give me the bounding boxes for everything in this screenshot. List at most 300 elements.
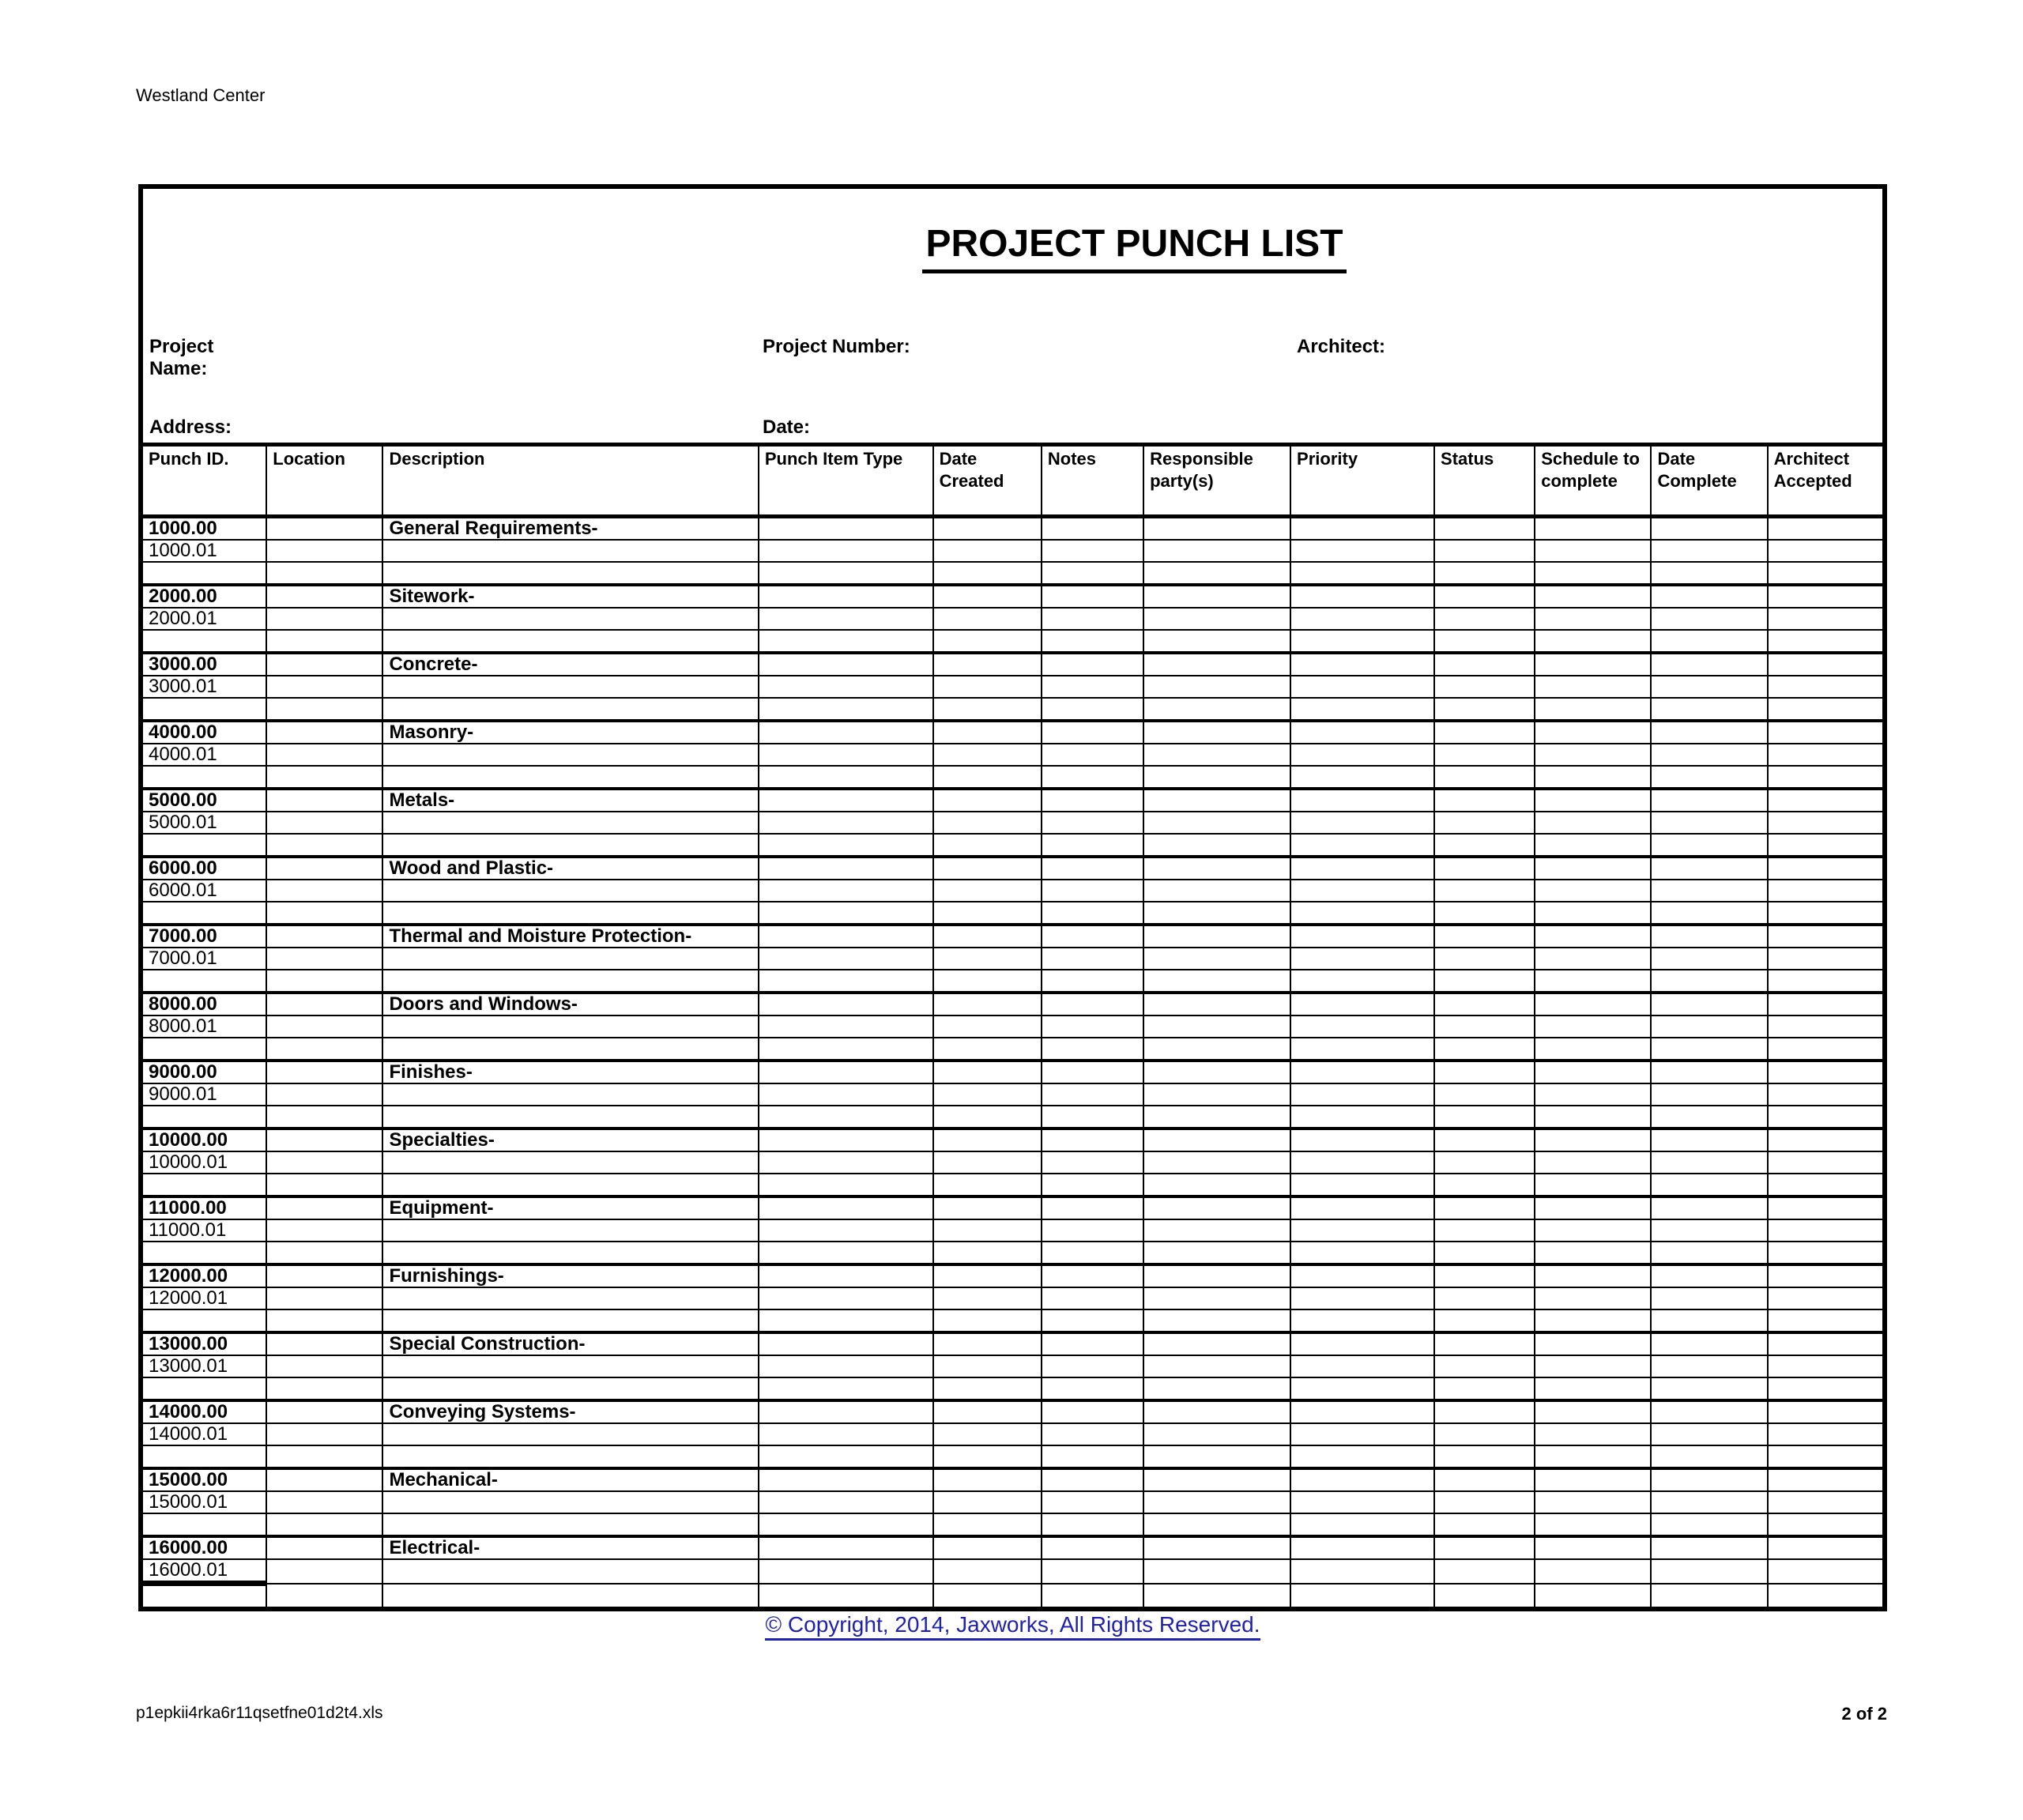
table-cell — [1434, 630, 1535, 653]
table-cell — [1651, 766, 1767, 789]
punch-id-cell: 13000.00 — [143, 1332, 266, 1355]
table-cell — [1651, 1287, 1767, 1309]
column-header-6: Notes — [1042, 445, 1143, 517]
table-cell — [266, 540, 382, 562]
table-cell — [266, 1491, 382, 1513]
table-cell — [1143, 1174, 1290, 1196]
table-cell — [266, 993, 382, 1016]
punch-id-cell: 9000.00 — [143, 1061, 266, 1083]
table-cell — [933, 1536, 1042, 1559]
table-cell — [1768, 925, 1882, 948]
table-cell — [1290, 1264, 1434, 1287]
table-cell — [266, 630, 382, 653]
table-cell — [1290, 970, 1434, 993]
table-cell — [382, 1309, 758, 1332]
table-cell — [1434, 1264, 1535, 1287]
table-cell — [1042, 993, 1143, 1016]
table-cell — [266, 608, 382, 630]
table-cell — [1434, 1129, 1535, 1151]
table-cell — [1768, 1559, 1882, 1584]
table-cell — [759, 1400, 933, 1423]
table-cell — [1434, 1106, 1535, 1129]
punch-list-form — [138, 184, 1887, 1611]
table-cell — [266, 1083, 382, 1106]
table-cell — [1535, 1400, 1651, 1423]
table-cell — [1290, 1061, 1434, 1083]
punch-id-cell: 16000.00 — [143, 1536, 266, 1559]
description-cell: Conveying Systems- — [382, 1400, 758, 1423]
table-cell — [1434, 880, 1535, 902]
description-cell: Doors and Windows- — [382, 993, 758, 1016]
description-cell: Special Construction- — [382, 1332, 758, 1355]
table-cell — [933, 812, 1042, 834]
table-cell — [759, 1491, 933, 1513]
table-cell — [1434, 540, 1535, 562]
table-cell — [1651, 1061, 1767, 1083]
table-cell — [1651, 1174, 1767, 1196]
table-cell — [1290, 834, 1434, 857]
table-cell — [1143, 1016, 1290, 1038]
table-cell — [933, 1559, 1042, 1584]
footer-filename: p1epkii4rka6r11qsetfne01d2t4.xls — [136, 1704, 383, 1722]
table-cell — [1434, 1491, 1535, 1513]
table-cell — [266, 948, 382, 970]
table-cell — [1042, 1584, 1143, 1607]
table-cell — [1768, 834, 1882, 857]
table-cell — [759, 1468, 933, 1491]
table-cell — [1290, 1196, 1434, 1219]
table-cell — [1535, 880, 1651, 902]
table-cell — [1434, 857, 1535, 880]
table-cell — [933, 1423, 1042, 1445]
table-cell — [1535, 517, 1651, 541]
table-cell — [1290, 766, 1434, 789]
table-cell — [1434, 1400, 1535, 1423]
table-cell — [1434, 1016, 1535, 1038]
table-cell — [1042, 1151, 1143, 1174]
table-cell — [1290, 993, 1434, 1016]
table-cell — [266, 1513, 382, 1536]
table-cell — [1768, 1332, 1882, 1355]
table-cell — [1290, 812, 1434, 834]
copyright-line — [138, 1612, 1887, 1637]
description-cell: Finishes- — [382, 1061, 758, 1083]
table-cell — [1143, 1491, 1290, 1513]
table-cell — [1434, 789, 1535, 812]
table-cell — [1768, 585, 1882, 608]
table-cell — [759, 653, 933, 676]
table-cell — [1434, 698, 1535, 721]
table-cell — [1434, 948, 1535, 970]
table-cell — [933, 1038, 1042, 1061]
table-cell — [1143, 1355, 1290, 1377]
table-cell — [266, 1536, 382, 1559]
table-cell — [1651, 1491, 1767, 1513]
table-cell — [382, 1355, 758, 1377]
group-row-5000.00 — [143, 789, 1882, 812]
table-cell — [1768, 1242, 1882, 1264]
table-cell — [1768, 1536, 1882, 1559]
column-header-2: Location — [266, 445, 382, 517]
table-cell — [933, 1309, 1042, 1332]
item-row-12000.01 — [143, 1287, 1882, 1309]
punch-list-table — [143, 443, 1882, 1607]
table-cell — [933, 585, 1042, 608]
table-cell — [1290, 630, 1434, 653]
table-cell — [143, 1309, 266, 1332]
blank-row — [143, 1106, 1882, 1129]
item-row-2000.01 — [143, 608, 1882, 630]
table-cell — [1290, 721, 1434, 744]
table-cell — [1143, 1106, 1290, 1129]
table-cell — [1768, 993, 1882, 1016]
table-cell — [759, 1309, 933, 1332]
group-row-16000.00 — [143, 1536, 1882, 1559]
table-cell — [1768, 1513, 1882, 1536]
table-cell — [1042, 1536, 1143, 1559]
table-cell — [1651, 1377, 1767, 1400]
table-cell — [382, 1559, 758, 1584]
page-title: PROJECT PUNCH LIST — [922, 222, 1346, 273]
table-cell — [266, 1106, 382, 1129]
table-cell — [1535, 1536, 1651, 1559]
table-cell — [759, 1513, 933, 1536]
table-cell — [1143, 1083, 1290, 1106]
item-row-4000.01 — [143, 744, 1882, 766]
table-cell — [143, 1106, 266, 1129]
table-cell — [382, 608, 758, 630]
table-cell — [1143, 721, 1290, 744]
table-cell — [1143, 1038, 1290, 1061]
table-cell — [1143, 1584, 1290, 1607]
table-cell — [1535, 653, 1651, 676]
table-cell — [1290, 540, 1434, 562]
table-cell — [1768, 1038, 1882, 1061]
table-cell — [1768, 1423, 1882, 1445]
table-cell — [1434, 1287, 1535, 1309]
table-cell — [933, 766, 1042, 789]
table-cell — [1651, 1400, 1767, 1423]
table-cell — [1535, 1106, 1651, 1129]
table-cell — [759, 585, 933, 608]
table-cell — [759, 1151, 933, 1174]
punch-id-cell: 6000.01 — [143, 880, 266, 902]
group-row-9000.00 — [143, 1061, 1882, 1083]
table-cell — [1535, 1423, 1651, 1445]
table-cell — [1768, 1219, 1882, 1242]
table-cell — [382, 676, 758, 698]
table-cell — [1434, 925, 1535, 948]
description-cell: Sitework- — [382, 585, 758, 608]
table-cell — [759, 608, 933, 630]
table-cell — [1143, 562, 1290, 585]
table-cell — [266, 1584, 382, 1607]
table-cell — [1535, 1468, 1651, 1491]
table-cell — [1535, 585, 1651, 608]
blank-row — [143, 766, 1882, 789]
table-cell — [933, 744, 1042, 766]
table-cell — [1651, 517, 1767, 541]
copyright-link[interactable]: © Copyright, 2014, Jaxworks, All Rights Reserved. — [765, 1612, 1260, 1641]
table-cell — [933, 1400, 1042, 1423]
blank-row — [143, 1445, 1882, 1468]
table-cell — [382, 1242, 758, 1264]
table-cell — [1651, 834, 1767, 857]
table-cell — [1434, 721, 1535, 744]
table-cell — [1143, 1423, 1290, 1445]
punch-id-cell: 7000.01 — [143, 948, 266, 970]
table-cell — [1651, 1196, 1767, 1219]
punch-id-cell: 10000.00 — [143, 1129, 266, 1151]
table-cell — [1535, 857, 1651, 880]
table-cell — [1042, 1332, 1143, 1355]
table-cell — [1651, 608, 1767, 630]
table-cell — [1768, 1309, 1882, 1332]
table-cell — [143, 1513, 266, 1536]
table-cell — [266, 1242, 382, 1264]
table-cell — [1651, 1242, 1767, 1264]
table-cell — [1768, 1355, 1882, 1377]
table-cell — [1143, 948, 1290, 970]
table-cell — [1535, 1016, 1651, 1038]
table-cell — [1651, 789, 1767, 812]
table-cell — [1434, 1151, 1535, 1174]
table-cell — [933, 1174, 1042, 1196]
item-row-1000.01 — [143, 540, 1882, 562]
table-cell — [933, 789, 1042, 812]
table-cell — [266, 880, 382, 902]
table-cell — [382, 902, 758, 925]
table-cell — [1143, 1219, 1290, 1242]
table-cell — [759, 970, 933, 993]
table-cell — [759, 1016, 933, 1038]
table-cell — [1651, 1038, 1767, 1061]
table-cell — [1143, 608, 1290, 630]
date-label: Date: — [763, 416, 811, 438]
table-cell — [1143, 812, 1290, 834]
column-header-12: Architect Accepted — [1768, 445, 1882, 517]
table-cell — [1651, 857, 1767, 880]
blank-row — [143, 630, 1882, 653]
table-cell — [143, 630, 266, 653]
table-cell — [933, 1016, 1042, 1038]
table-cell — [1143, 1332, 1290, 1355]
table-cell — [933, 1584, 1042, 1607]
table-cell — [1290, 1355, 1434, 1377]
table-cell — [1434, 812, 1535, 834]
form-title-wrap — [386, 222, 1882, 273]
table-cell — [1042, 1174, 1143, 1196]
table-cell — [1143, 925, 1290, 948]
table-cell — [1143, 1151, 1290, 1174]
table-cell — [1535, 1242, 1651, 1264]
item-row-5000.01 — [143, 812, 1882, 834]
table-cell — [1143, 517, 1290, 541]
table-cell — [1768, 902, 1882, 925]
table-cell — [1042, 1061, 1143, 1083]
table-cell — [1143, 1061, 1290, 1083]
table-cell — [1042, 721, 1143, 744]
item-row-6000.01 — [143, 880, 1882, 902]
table-cell — [1651, 1083, 1767, 1106]
group-row-15000.00 — [143, 1468, 1882, 1491]
table-cell — [759, 562, 933, 585]
table-cell — [1290, 925, 1434, 948]
item-row-14000.01 — [143, 1423, 1882, 1445]
table-cell — [1290, 1242, 1434, 1264]
group-row-4000.00 — [143, 721, 1882, 744]
table-cell — [1143, 1264, 1290, 1287]
table-cell — [1434, 1332, 1535, 1355]
table-cell — [933, 517, 1042, 541]
table-cell — [1042, 1309, 1143, 1332]
table-cell — [1290, 1016, 1434, 1038]
group-row-13000.00 — [143, 1332, 1882, 1355]
table-cell — [1143, 789, 1290, 812]
table-cell — [1143, 653, 1290, 676]
table-cell — [382, 744, 758, 766]
table-cell — [1042, 540, 1143, 562]
table-cell — [1042, 1355, 1143, 1377]
table-cell — [1290, 1559, 1434, 1584]
table-cell — [1434, 1061, 1535, 1083]
punch-id-cell: 10000.01 — [143, 1151, 266, 1174]
table-cell — [1651, 1584, 1767, 1607]
table-cell — [1651, 721, 1767, 744]
table-cell — [143, 1242, 266, 1264]
table-cell — [382, 834, 758, 857]
punch-id-cell: 11000.00 — [143, 1196, 266, 1219]
table-cell — [143, 562, 266, 585]
table-cell — [1042, 1106, 1143, 1129]
table-body — [143, 517, 1882, 1607]
table-cell — [1042, 630, 1143, 653]
blank-row — [143, 1513, 1882, 1536]
group-row-3000.00 — [143, 653, 1882, 676]
table-cell — [759, 857, 933, 880]
table-cell — [382, 1106, 758, 1129]
table-cell — [266, 653, 382, 676]
table-cell — [266, 902, 382, 925]
table-cell — [1290, 948, 1434, 970]
table-cell — [759, 1584, 933, 1607]
blank-row — [143, 1038, 1882, 1061]
table-cell — [1535, 1174, 1651, 1196]
table-cell — [1651, 698, 1767, 721]
table-cell — [933, 948, 1042, 970]
punch-id-cell: 2000.01 — [143, 608, 266, 630]
table-cell — [1143, 1242, 1290, 1264]
table-cell — [1434, 1423, 1535, 1445]
table-cell — [933, 902, 1042, 925]
table-cell — [1768, 1584, 1882, 1607]
table-cell — [143, 698, 266, 721]
group-row-2000.00 — [143, 585, 1882, 608]
table-cell — [1651, 585, 1767, 608]
table-cell — [1042, 562, 1143, 585]
table-cell — [1434, 1513, 1535, 1536]
table-cell — [1290, 1174, 1434, 1196]
description-cell: Concrete- — [382, 653, 758, 676]
table-cell — [1290, 1151, 1434, 1174]
table-cell — [1535, 812, 1651, 834]
description-cell: Specialties- — [382, 1129, 758, 1151]
table-cell — [1651, 562, 1767, 585]
table-cell — [1042, 1445, 1143, 1468]
table-cell — [1143, 585, 1290, 608]
punch-id-cell: 9000.01 — [143, 1083, 266, 1106]
table-cell — [382, 1423, 758, 1445]
table-cell — [1143, 744, 1290, 766]
table-cell — [759, 789, 933, 812]
table-cell — [933, 1219, 1042, 1242]
table-cell — [1434, 608, 1535, 630]
table-cell — [1535, 1151, 1651, 1174]
description-cell: Electrical- — [382, 1536, 758, 1559]
blank-row — [143, 562, 1882, 585]
table-cell — [382, 630, 758, 653]
table-cell — [143, 1445, 266, 1468]
table-cell — [382, 1219, 758, 1242]
table-cell — [1042, 789, 1143, 812]
table-cell — [1143, 993, 1290, 1016]
table-cell — [382, 540, 758, 562]
table-cell — [1651, 812, 1767, 834]
table-cell — [1768, 1016, 1882, 1038]
table-cell — [1535, 1083, 1651, 1106]
table-cell — [1434, 1038, 1535, 1061]
table-cell — [266, 1016, 382, 1038]
punch-id-cell: 5000.01 — [143, 812, 266, 834]
table-cell — [1290, 1129, 1434, 1151]
item-row-8000.01 — [143, 1016, 1882, 1038]
table-cell — [1143, 1513, 1290, 1536]
table-cell — [1042, 585, 1143, 608]
table-cell — [1434, 1559, 1535, 1584]
table-cell — [1434, 517, 1535, 541]
table-cell — [759, 540, 933, 562]
table-cell — [143, 1174, 266, 1196]
table-cell — [1042, 1559, 1143, 1584]
table-cell — [1434, 902, 1535, 925]
table-cell — [1768, 698, 1882, 721]
table-cell — [266, 1129, 382, 1151]
table-cell — [1042, 1468, 1143, 1491]
table-cell — [1042, 1083, 1143, 1106]
table-cell — [759, 1423, 933, 1445]
table-cell — [759, 721, 933, 744]
table-cell — [1143, 676, 1290, 698]
table-cell — [759, 925, 933, 948]
table-cell — [382, 698, 758, 721]
table-cell — [1434, 1174, 1535, 1196]
table-cell — [1434, 744, 1535, 766]
table-cell — [266, 585, 382, 608]
table-cell — [1768, 1400, 1882, 1423]
table-cell — [382, 880, 758, 902]
group-row-11000.00 — [143, 1196, 1882, 1219]
table-cell — [1651, 744, 1767, 766]
table-cell — [1434, 1584, 1535, 1607]
table-cell — [266, 766, 382, 789]
table-cell — [1290, 1106, 1434, 1129]
table-cell — [1535, 789, 1651, 812]
table-cell — [1143, 1559, 1290, 1584]
punch-id-cell: 14000.01 — [143, 1423, 266, 1445]
table-cell — [382, 1377, 758, 1400]
table-header-row — [143, 445, 1882, 517]
table-cell — [759, 1559, 933, 1584]
